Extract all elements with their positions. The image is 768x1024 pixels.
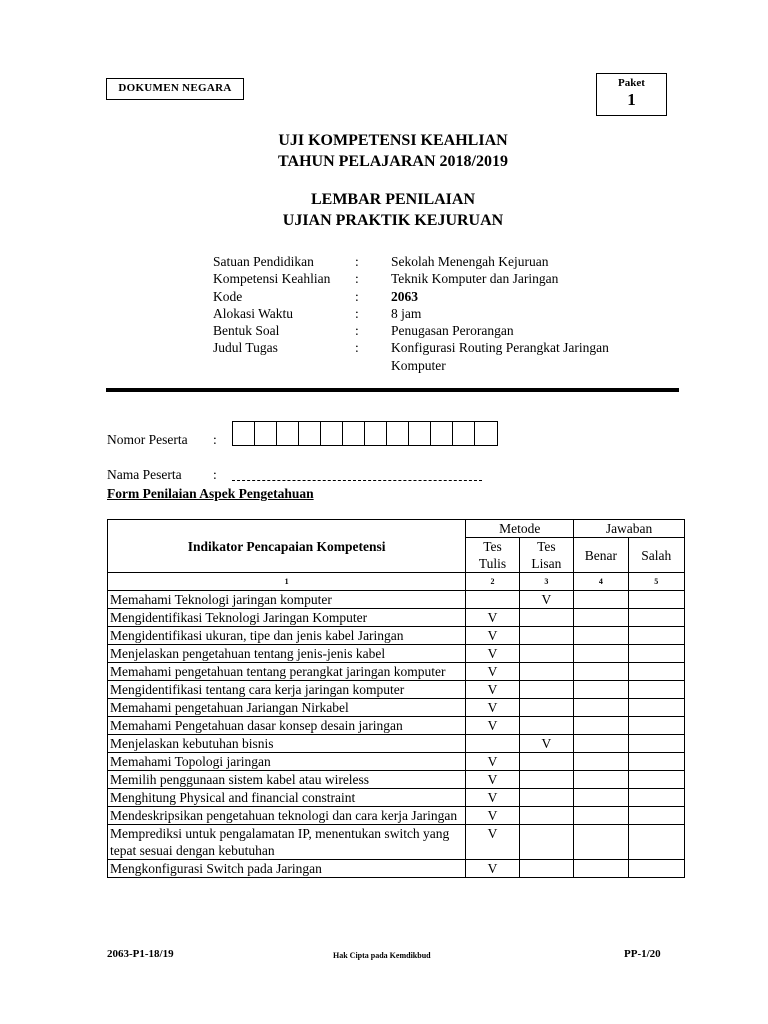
table-row — [108, 663, 685, 681]
col-number-2: 2 — [466, 573, 519, 591]
salah-cell[interactable] — [628, 735, 684, 753]
header-tes-tulis: Tes Tulis — [466, 538, 519, 573]
indikator-cell: Memahami Teknologi jaringan komputer — [108, 591, 466, 609]
info-key: Bentuk Soal — [213, 323, 280, 339]
info-separator: : — [355, 288, 359, 304]
salah-cell[interactable] — [628, 591, 684, 609]
table-row — [108, 753, 685, 771]
indikator-cell: Memahami Pengetahuan dasar konsep desain jaringan — [108, 717, 466, 735]
indikator-cell: Memilih penggunaan sistem kabel atau wireless — [108, 771, 466, 789]
tes-tulis-cell: V — [466, 807, 519, 825]
title-line-4: UJIAN PRAKTIK KEJURUAN — [282, 212, 504, 229]
info-key: Judul Tugas — [213, 340, 278, 356]
col-number-4: 4 — [574, 573, 628, 591]
tes-lisan-cell — [519, 717, 573, 735]
info-key: Alokasi Waktu — [213, 305, 294, 321]
indikator-cell: Mengkonfigurasi Switch pada Jaringan — [108, 860, 466, 878]
benar-cell[interactable] — [574, 645, 628, 663]
info-row — [213, 322, 651, 339]
salah-cell[interactable] — [628, 627, 684, 645]
tes-tulis-cell — [466, 591, 519, 609]
table-row — [108, 825, 685, 860]
indikator-cell: Memahami pengetahuan Jariangan Nirkabel — [108, 699, 466, 717]
tes-lisan-cell: V — [519, 735, 573, 753]
salah-cell[interactable] — [628, 807, 684, 825]
info-key: Satuan Pendidikan — [213, 254, 314, 269]
tes-lisan-cell — [519, 645, 573, 663]
benar-cell[interactable] — [574, 591, 628, 609]
info-row — [213, 253, 651, 270]
table-row — [108, 609, 685, 627]
info-separator: : — [355, 254, 359, 269]
benar-cell[interactable] — [574, 663, 628, 681]
table-row — [108, 699, 685, 717]
table-row — [108, 860, 685, 878]
nama-peserta-blank-line[interactable] — [232, 468, 482, 485]
table-row — [108, 771, 685, 789]
info-row — [213, 270, 651, 287]
indikator-cell: Memprediksi untuk pengalamatan IP, menentukan switch yang tepat sesuai dengan kebutuhan — [108, 825, 466, 860]
benar-cell[interactable] — [574, 860, 628, 878]
benar-cell[interactable] — [574, 609, 628, 627]
info-separator: : — [355, 340, 359, 356]
info-row — [213, 288, 651, 305]
nomor-peserta-colon: : — [213, 432, 217, 447]
info-row — [213, 305, 651, 322]
benar-cell[interactable] — [574, 825, 628, 860]
nomor-peserta-label: Nomor Peserta — [107, 432, 188, 447]
title-line-3: LEMBAR PENILAIAN — [310, 191, 475, 208]
table-row — [108, 807, 685, 825]
info-key: Kode — [213, 288, 243, 304]
tes-lisan-cell — [519, 825, 573, 860]
benar-cell[interactable] — [574, 807, 628, 825]
info-key: Kompetensi Keahlian — [213, 271, 331, 287]
assessment-table — [107, 519, 685, 878]
indikator-cell: Mengidentifikasi tentang cara kerja jaringan komputer — [108, 681, 466, 699]
tes-lisan-cell — [519, 860, 573, 878]
tes-lisan-cell — [519, 681, 573, 699]
salah-cell[interactable] — [628, 699, 684, 717]
tes-lisan-cell — [519, 627, 573, 645]
tes-tulis-cell: V — [466, 860, 519, 878]
info-row — [213, 339, 651, 374]
header-tes-lisan: Tes Lisan — [519, 538, 573, 573]
salah-cell[interactable] — [628, 663, 684, 681]
info-separator: : — [355, 271, 359, 287]
benar-cell[interactable] — [574, 699, 628, 717]
info-value: Teknik Komputer dan Jaringan — [391, 271, 559, 287]
header-metode: Metode — [466, 520, 574, 538]
info-separator: : — [355, 305, 359, 321]
col-number-3: 3 — [519, 573, 573, 591]
info-separator: : — [355, 323, 359, 339]
tes-tulis-cell: V — [466, 663, 519, 681]
tes-lisan-cell — [519, 753, 573, 771]
table-row — [108, 645, 685, 663]
salah-cell[interactable] — [628, 753, 684, 771]
salah-cell[interactable] — [628, 771, 684, 789]
col-number-1: 1 — [108, 573, 466, 591]
tes-tulis-cell: V — [466, 717, 519, 735]
footer-copyright: Hak Cipta pada Kemdikbud — [333, 951, 431, 960]
tes-lisan-cell — [519, 699, 573, 717]
tes-tulis-cell: V — [466, 699, 519, 717]
salah-cell[interactable] — [628, 717, 684, 735]
info-value: Sekolah Menengah Kejuruan — [391, 254, 549, 269]
tes-tulis-cell: V — [466, 681, 519, 699]
nama-peserta-colon: : — [213, 467, 217, 482]
tes-tulis-cell: V — [466, 789, 519, 807]
paket-box — [596, 73, 667, 116]
salah-cell[interactable] — [628, 860, 684, 878]
header-indikator: Indikator Pencapaian Kompetensi — [108, 520, 466, 573]
tes-lisan-cell: V — [519, 591, 573, 609]
tes-tulis-cell: V — [466, 825, 519, 860]
benar-cell[interactable] — [574, 627, 628, 645]
tes-tulis-cell: V — [466, 627, 519, 645]
indikator-cell: Mengidentifikasi Teknologi Jaringan Komputer — [108, 609, 466, 627]
table-row — [108, 735, 685, 753]
document-classification-label: DOKUMEN NEGARA — [106, 78, 244, 100]
header-salah: Salah — [628, 538, 684, 573]
benar-cell[interactable] — [574, 735, 628, 753]
salah-cell[interactable] — [628, 609, 684, 627]
indikator-cell: Memahami Topologi jaringan — [108, 753, 466, 771]
tes-tulis-cell — [466, 735, 519, 753]
indikator-cell: Menjelaskan pengetahuan tentang jenis-jenis kabel — [108, 645, 466, 663]
salah-cell[interactable] — [628, 645, 684, 663]
footer-page-number: PP-1/20 — [624, 948, 661, 960]
nama-peserta-label: Nama Peserta — [107, 467, 182, 482]
header-jawaban: Jawaban — [574, 520, 685, 538]
tes-lisan-cell — [519, 807, 573, 825]
indikator-cell: Menghitung Physical and financial constraint — [108, 789, 466, 807]
info-value: Penugasan Perorangan — [391, 323, 514, 339]
indikator-cell: Memahami pengetahuan tentang perangkat jaringan komputer — [108, 663, 466, 681]
tes-tulis-cell: V — [466, 645, 519, 663]
indikator-cell: Menjelaskan kebutuhan bisnis — [108, 735, 466, 753]
title-line-2: TAHUN PELAJARAN 2018/2019 — [278, 153, 508, 170]
indikator-cell: Mengidentifikasi ukuran, tipe dan jenis kabel Jaringan — [108, 627, 466, 645]
salah-cell[interactable] — [628, 825, 684, 860]
tes-lisan-cell — [519, 663, 573, 681]
benar-cell[interactable] — [574, 681, 628, 699]
footer-code: 2063-P1-18/19 — [107, 948, 174, 960]
salah-cell[interactable] — [628, 681, 684, 699]
benar-cell[interactable] — [574, 753, 628, 771]
tes-tulis-cell: V — [466, 771, 519, 789]
benar-cell[interactable] — [574, 717, 628, 735]
tes-lisan-cell — [519, 771, 573, 789]
form-title: Form Penilaian Aspek Pengetahuan — [107, 486, 314, 501]
info-value: 8 jam — [391, 305, 422, 321]
exam-info-block — [213, 253, 651, 374]
col-number-5: 5 — [628, 573, 684, 591]
tes-lisan-cell — [519, 789, 573, 807]
table-row — [108, 627, 685, 645]
table-row — [108, 591, 685, 609]
header-benar: Benar — [574, 538, 628, 573]
info-value: 2063 — [391, 288, 418, 304]
tes-tulis-cell: V — [466, 753, 519, 771]
horizontal-divider — [106, 388, 679, 392]
benar-cell[interactable] — [574, 771, 628, 789]
table-row — [108, 717, 685, 735]
info-value: Konfigurasi Routing Perangkat Jaringan Komputer — [391, 340, 609, 373]
nomor-peserta-input-boxes[interactable] — [232, 421, 498, 446]
tes-tulis-cell: V — [466, 609, 519, 627]
table-row — [108, 681, 685, 699]
tes-lisan-cell — [519, 609, 573, 627]
benar-cell[interactable] — [574, 789, 628, 807]
table-row — [108, 789, 685, 807]
salah-cell[interactable] — [628, 789, 684, 807]
paket-label: Paket — [618, 77, 645, 89]
paket-number: 1 — [627, 90, 636, 109]
indikator-cell: Mendeskripsikan pengetahuan teknologi dan cara kerja Jaringan — [108, 807, 466, 825]
title-line-1: UJI KOMPETENSI KEAHLIAN — [278, 132, 508, 149]
